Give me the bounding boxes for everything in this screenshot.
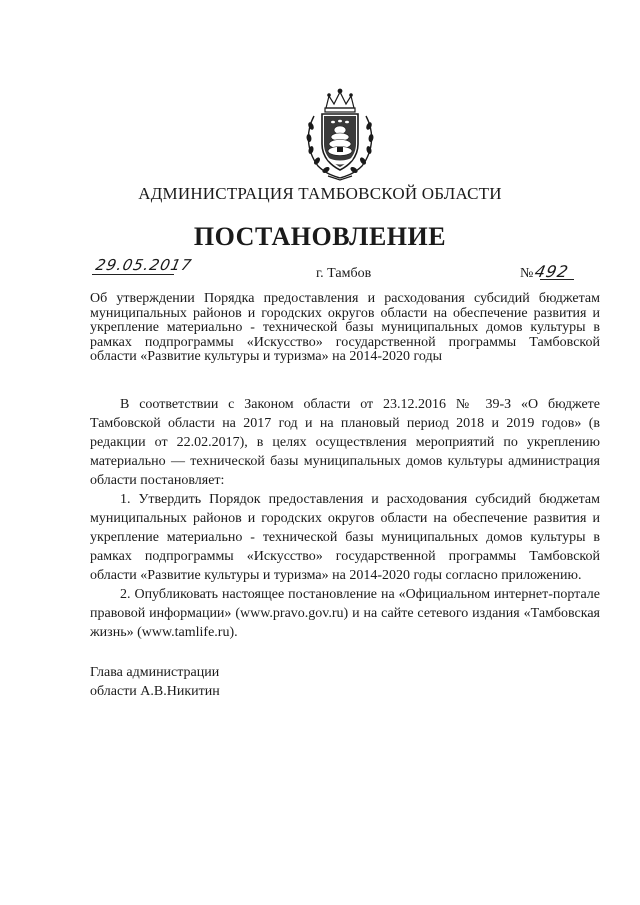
document-city: г. Тамбов <box>316 266 372 281</box>
signature-title: Глава администрации <box>90 665 220 680</box>
date-underline <box>92 274 174 275</box>
document-subject: Об утверждении Порядка предоставления и расходования субсидий бюджетам муниципальных районов и городских округов области на обеспечение развития и укрепление материально - технической базы муниципальных домов культуры в рамках подпрограммы «Искусство» государственной программы Тамбовской области «Развитие культуры и туризма» на 2014-2020 годы <box>90 291 600 365</box>
document-date-value: 29.05.2017 <box>94 256 194 274</box>
signature-block <box>90 663 220 701</box>
number-underline <box>540 279 574 280</box>
clause-2: 2. Опубликовать настоящее постановление на «Официальном интернет-портале правовой информации» (www.pravo.gov.ru) и на сайте сетевого издания «Тамбовская жизнь» (www.tamlife.ru). <box>90 587 600 640</box>
document-date <box>96 256 192 275</box>
clause-1: 1. Утвердить Порядок предоставления и расходования субсидий бюджетам муниципальных районов и городских округов области на обеспечение развития и укрепление материально - технической базы муниципальных домов культуры в рамках подпрограммы «Искусство» государственной программы Тамбовской области «Развитие культуры и туризма» на 2014-2020 годы согласно приложению. <box>90 492 600 583</box>
signature-name: области А.В.Никитин <box>90 684 220 699</box>
preamble-paragraph: В соответствии с Законом области от 23.12.2016 № 39-З «О бюджете Тамбовской области на 2017 год и на плановый период 2018 и 2019 годов» (в редакции от 22.02.2017), в целях осуществления мероприятий по укреплению материально — технической базы муниципальных домов культуры администрация области постановляет: <box>90 397 600 488</box>
number-value: 492 <box>533 262 571 281</box>
coat-of-arms-icon <box>298 86 382 182</box>
number-prefix: № <box>520 266 534 281</box>
document-type-title: ПОСТАНОВЛЕНИЕ <box>193 222 447 251</box>
document-body <box>90 395 600 642</box>
organization-name: АДМИНИСТРАЦИЯ ТАМБОВСКОЙ ОБЛАСТИ <box>138 184 502 203</box>
